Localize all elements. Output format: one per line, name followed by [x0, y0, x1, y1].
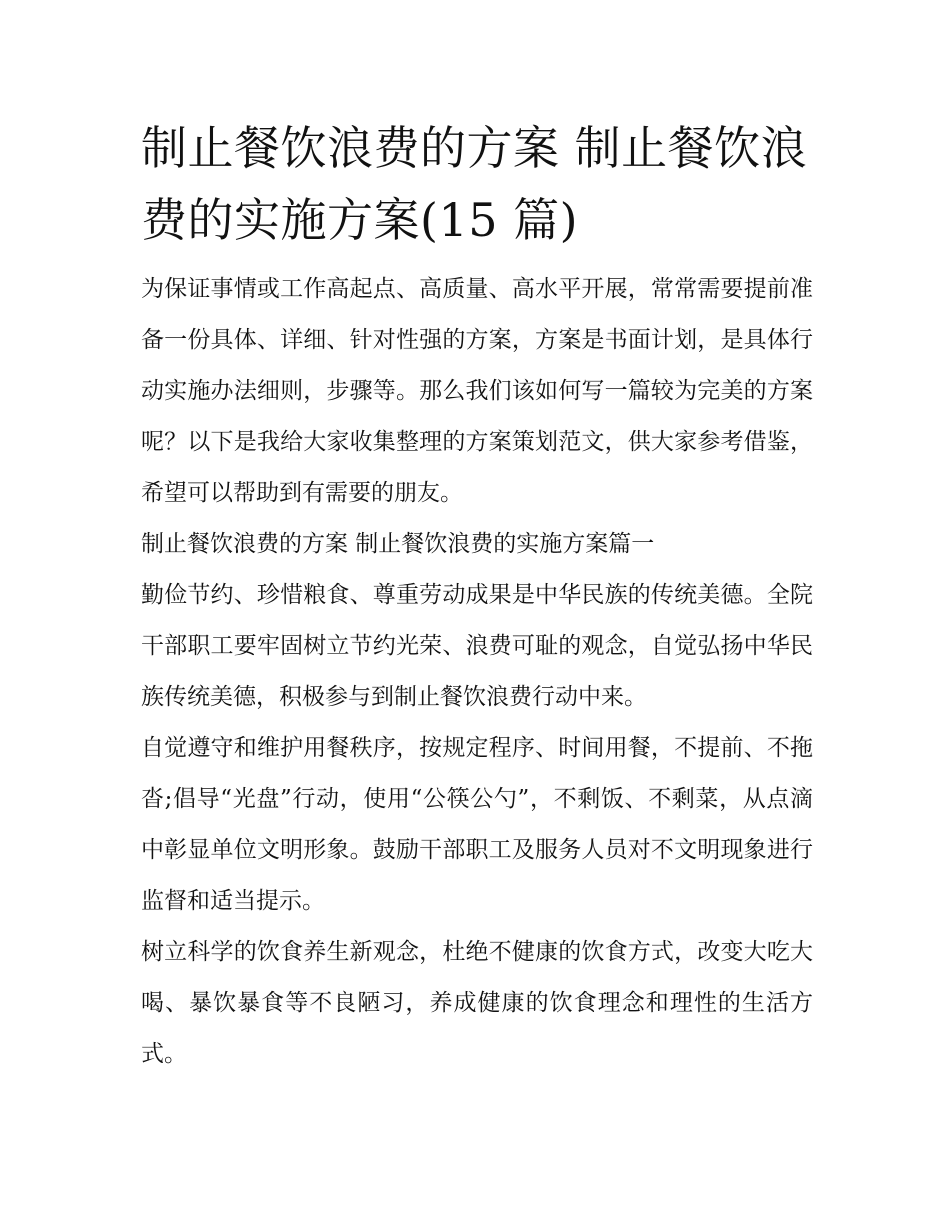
- document-title: 制止餐饮浪费的方案 制止餐饮浪费的实施方案(15 篇): [141, 121, 808, 247]
- paragraph-frugality: 勤俭节约、珍惜粮食、尊重劳动成果是中华民族的传统美德。全院干部职工要牢固树立节约光荣、浪费可耻的观念，自觉弘扬中华民族传统美德，积极参与到制止餐饮浪费行动中来。: [141, 582, 813, 710]
- paragraph-healthy-diet: 树立科学的饮食养生新观念，杜绝不健康的饮食方式，改变大吃大喝、暴饮暴食等不良陋习，养成健康的饮食理念和理性的生活方式。: [141, 939, 813, 1067]
- paragraph-intro: 为保证事情或工作高起点、高质量、高水平开展，常常需要提前准备一份具体、详细、针对性强的方案，方案是书面计划，是具体行动实施办法细则，步骤等。那么我们该如何写一篇较为完美的方案呢？以下是我给大家收集整理的方案策划范文，供大家参考借鉴，希望可以帮助到有需要的朋友。: [141, 276, 813, 506]
- document-body: [141, 112, 813, 1080]
- section-heading: 制止餐饮浪费的方案 制止餐饮浪费的实施方案篇一: [141, 531, 655, 557]
- paragraph-dining-order: 自觉遵守和维护用餐秩序，按规定程序、时间用餐，不提前、不拖沓;倡导“光盘”行动，使用“公筷公勺”，不剩饭、不剩菜，从点滴中彰显单位文明形象。鼓励干部职工及服务人员对不文明现象进行监督和适当提示。: [141, 735, 813, 914]
